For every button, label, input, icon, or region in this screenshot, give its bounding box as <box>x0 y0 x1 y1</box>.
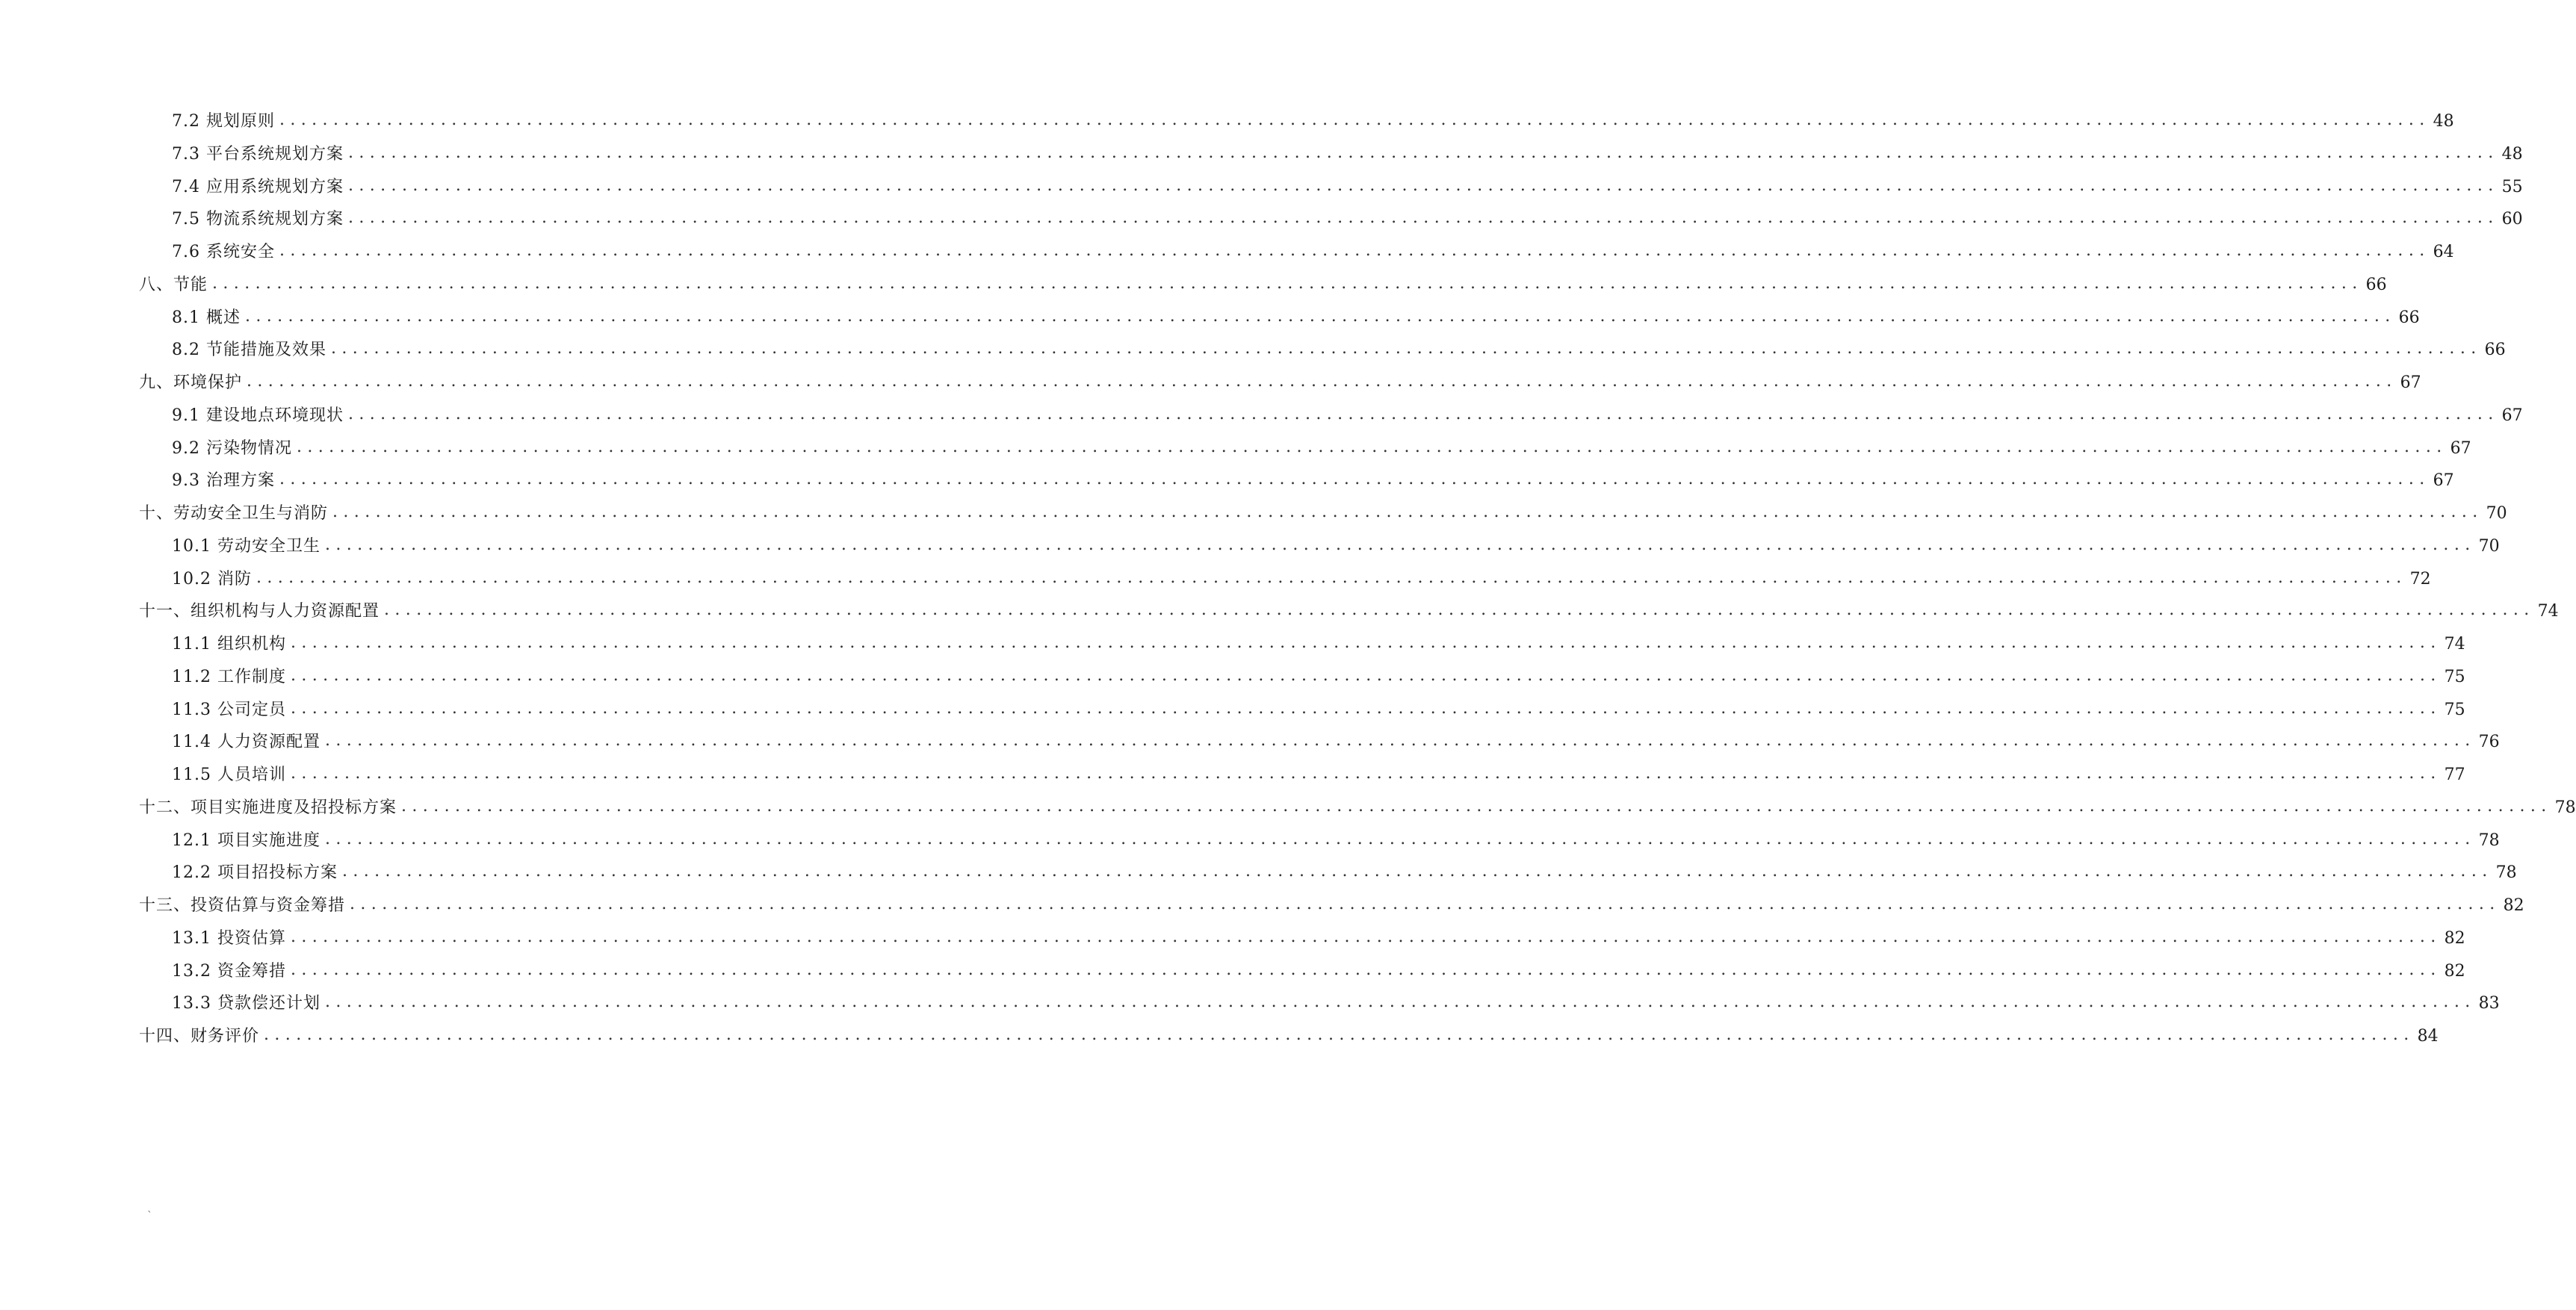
toc-dot-leader: ........................................................................................................................................................................................................ <box>290 698 2442 718</box>
toc-entry-page-number: 82 <box>2503 896 2524 915</box>
toc-dot-leader: ........................................................................................................................................................................................................ <box>341 862 2493 881</box>
toc-entry[interactable] <box>172 102 2454 132</box>
toc-entry[interactable] <box>172 331 2506 361</box>
toc-entry-page-number: 78 <box>2495 863 2517 883</box>
toc-entry-title: 9.1 建设地点环境现状 <box>172 406 344 425</box>
toc-entry-title: 8.2 节能措施及效果 <box>172 341 326 360</box>
toc-dot-leader: ........................................................................................................................................................................................................ <box>212 273 2363 293</box>
toc-entry-page-number: 78 <box>2478 831 2500 850</box>
toc-entry-title: 八、节能 <box>139 275 208 294</box>
toc-entry-page-number: 67 <box>2433 471 2454 491</box>
toc-entry-title: 9.3 治理方案 <box>172 471 275 491</box>
toc-dot-leader: ........................................................................................................................................................................................................ <box>296 437 2447 456</box>
toc-dot-leader: ........................................................................................................................................................................................................ <box>244 306 2396 326</box>
toc-entry-page-number: 75 <box>2444 667 2465 686</box>
toc-dot-leader: ........................................................................................................................................................................................................ <box>290 665 2442 685</box>
toc-entry-page-number: 77 <box>2444 766 2465 784</box>
toc-entry[interactable] <box>139 1017 2439 1047</box>
toc-entry-page-number: 84 <box>2417 1027 2439 1046</box>
toc-dot-leader: ........................................................................................................................................................................................................ <box>332 503 2483 521</box>
stray-mark: ` <box>147 1210 152 1222</box>
toc-dot-leader: ........................................................................................................................................................................................................ <box>401 796 2552 816</box>
toc-entry-title: 7.2 规划原则 <box>172 112 275 131</box>
toc-dot-leader: ........................................................................................................................................................................................................ <box>324 535 2476 554</box>
toc-entry[interactable] <box>172 625 2465 655</box>
toc-entry-page-number: 55 <box>2501 177 2523 196</box>
toc-entry[interactable] <box>172 756 2465 786</box>
toc-entry[interactable] <box>172 233 2454 263</box>
toc-dot-leader: ........................................................................................................................................................................................................ <box>324 993 2476 1012</box>
toc-entry[interactable] <box>139 592 2559 622</box>
toc-dot-leader: ........................................................................................................................................................................................................ <box>347 143 2499 162</box>
toc-dot-leader: ........................................................................................................................................................................................................ <box>330 339 2482 358</box>
toc-entry[interactable] <box>139 494 2507 524</box>
toc-entry[interactable] <box>139 887 2524 916</box>
toc-dot-leader: ........................................................................................................................................................................................................ <box>350 895 2501 913</box>
toc-entry-page-number: 67 <box>2450 438 2471 458</box>
toc-entry-page-number: 60 <box>2501 210 2523 229</box>
toc-entry-title: 13.3 贷款偿还计划 <box>172 994 321 1013</box>
toc-entry-title: 9.2 污染物情况 <box>172 438 292 458</box>
toc-entry-page-number: 48 <box>2501 144 2523 164</box>
toc-entry-title: 11.1 组织机构 <box>172 635 286 654</box>
toc-entry-page-number: 75 <box>2444 700 2465 719</box>
toc-dot-leader: ........................................................................................................................................................................................................ <box>279 470 2430 489</box>
toc-entry-page-number: 82 <box>2444 928 2465 948</box>
toc-dot-leader: ........................................................................................................................................................................................................ <box>347 208 2499 228</box>
toc-entry-title: 十一、组织机构与人力资源配置 <box>139 602 380 621</box>
toc-entry-title: 12.1 项目实施进度 <box>172 831 321 850</box>
toc-entry-page-number: 76 <box>2478 733 2500 752</box>
toc-entry-title: 7.3 平台系统规划方案 <box>172 144 344 164</box>
toc-entry-page-number: 74 <box>2537 602 2559 621</box>
toc-dot-leader: ........................................................................................................................................................................................................ <box>256 568 2407 587</box>
toc-entry-page-number: 70 <box>2486 504 2507 523</box>
toc-dot-leader: ........................................................................................................................................................................................................ <box>324 829 2476 848</box>
toc-entry-page-number: 82 <box>2444 961 2465 981</box>
toc-entry-title: 十、劳动安全卫生与消防 <box>139 504 329 523</box>
toc-entry-page-number: 48 <box>2433 112 2454 131</box>
toc-entry[interactable] <box>172 299 2420 329</box>
toc-entry-title: 11.3 公司定员 <box>172 700 286 719</box>
toc-entry-title: 7.6 系统安全 <box>172 243 275 261</box>
toc-entry-page-number: 67 <box>2501 406 2523 425</box>
toc-entry[interactable] <box>172 658 2465 688</box>
toc-entry-title: 7.4 应用系统规划方案 <box>172 177 344 196</box>
toc-entry-title: 8.1 概述 <box>172 308 241 327</box>
toc-entry-page-number: 72 <box>2409 569 2431 589</box>
toc-entry-page-number: 66 <box>2365 275 2387 294</box>
toc-entry-page-number: 70 <box>2478 536 2500 556</box>
toc-entry[interactable] <box>172 691 2465 721</box>
toc-entry-title: 十三、投资估算与资金筹措 <box>139 896 346 915</box>
toc-entry-title: 11.5 人员培训 <box>172 766 286 784</box>
toc-entry[interactable] <box>172 919 2465 949</box>
toc-entry-title: 13.2 资金筹措 <box>172 961 286 981</box>
toc-entry[interactable] <box>172 168 2523 198</box>
toc-entry-title: 10.1 劳动安全卫生 <box>172 536 321 556</box>
toc-dot-leader: ........................................................................................................................................................................................................ <box>279 111 2430 129</box>
toc-entry-page-number: 78 <box>2554 798 2576 817</box>
toc-entry[interactable] <box>172 200 2523 230</box>
toc-entry-page-number: 83 <box>2478 994 2500 1013</box>
toc-entry[interactable] <box>172 854 2517 884</box>
toc-entry[interactable] <box>172 560 2431 590</box>
toc-dot-leader: ........................................................................................................................................................................................................ <box>347 404 2499 423</box>
toc-entry-title: 十二、项目实施进度及招投标方案 <box>139 798 397 817</box>
toc-entry-page-number: 64 <box>2433 243 2454 261</box>
toc-entry[interactable] <box>172 952 2465 982</box>
toc-entry-title: 九、环境保护 <box>139 373 243 392</box>
toc-dot-leader: ........................................................................................................................................................................................................ <box>384 600 2535 620</box>
toc-dot-leader: ........................................................................................................................................................................................................ <box>290 633 2442 652</box>
toc-entry[interactable] <box>139 364 2421 394</box>
toc-entry-page-number: 66 <box>2398 308 2420 327</box>
toc-entry-title: 11.4 人力资源配置 <box>172 733 321 752</box>
toc-entry-page-number: 74 <box>2444 635 2465 654</box>
toc-entry-title: 10.2 消防 <box>172 569 252 589</box>
toc-entry[interactable] <box>172 723 2500 753</box>
toc-dot-leader: ........................................................................................................................................................................................................ <box>264 1025 2415 1044</box>
toc-dot-leader: ........................................................................................................................................................................................................ <box>290 960 2442 979</box>
toc-dot-leader: ........................................................................................................................................................................................................ <box>247 372 2397 391</box>
toc-dot-leader: ........................................................................................................................................................................................................ <box>324 731 2476 751</box>
toc-entry-title: 11.2 工作制度 <box>172 667 286 686</box>
toc-entry[interactable] <box>172 527 2500 557</box>
toc-entry[interactable] <box>172 135 2523 165</box>
toc-dot-leader: ........................................................................................................................................................................................................ <box>347 176 2499 195</box>
toc-entry-title: 13.1 投资估算 <box>172 928 286 948</box>
toc-entry[interactable] <box>172 984 2500 1014</box>
toc-entry-title: 十四、财务评价 <box>139 1027 260 1046</box>
toc-dot-leader: ........................................................................................................................................................................................................ <box>290 764 2442 783</box>
toc-entry[interactable] <box>139 789 2576 819</box>
toc-entry-title: 7.5 物流系统规划方案 <box>172 210 344 229</box>
toc-entry[interactable] <box>172 429 2471 459</box>
toc-entry-page-number: 66 <box>2484 341 2506 360</box>
toc-entry[interactable] <box>172 397 2523 426</box>
toc-entry[interactable] <box>172 822 2500 851</box>
toc-dot-leader: ........................................................................................................................................................................................................ <box>279 241 2430 260</box>
toc-entry-title: 12.2 项目招投标方案 <box>172 863 338 883</box>
toc-entry[interactable] <box>172 462 2454 491</box>
toc-dot-leader: ........................................................................................................................................................................................................ <box>290 927 2442 946</box>
toc-entry[interactable] <box>139 266 2387 296</box>
toc-entry-page-number: 67 <box>2400 373 2421 392</box>
